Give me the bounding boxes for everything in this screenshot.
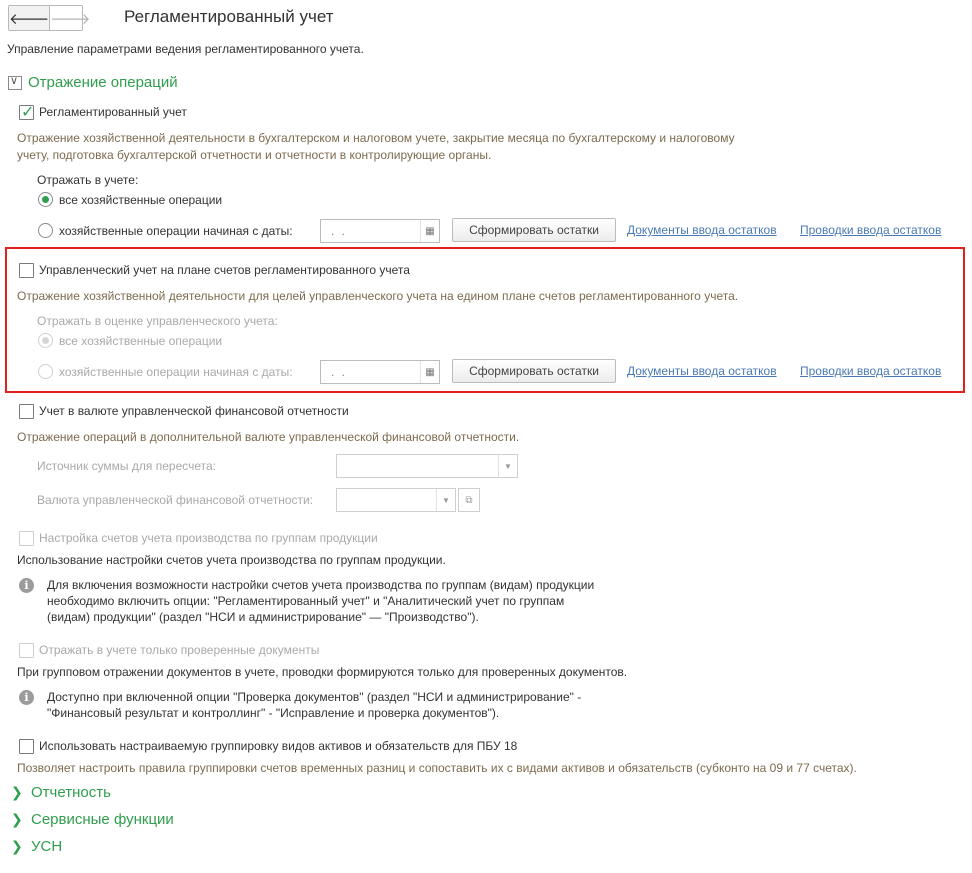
- balance-docs-link[interactable]: Документы ввода остатков: [627, 223, 777, 237]
- mgmt-balance-entries-link[interactable]: Проводки ввода остатков: [800, 364, 942, 378]
- mgmt-reflect-label: Отражать в оценке управленческого учета:: [37, 314, 278, 328]
- mgmt-radio-all-label[interactable]: все хозяйственные операции: [59, 334, 223, 348]
- source-label: Источник суммы для пересчета:: [37, 459, 217, 473]
- production-checkbox[interactable]: [19, 531, 34, 546]
- mgmt-radio-from-date-label[interactable]: хозяйственные операции начиная с даты:: [59, 365, 293, 379]
- open-icon[interactable]: ⧉: [458, 488, 480, 512]
- pbu18-label[interactable]: Использовать настраиваемую группировку видов активов и обязательств для ПБУ 18: [39, 739, 518, 753]
- verified-docs-note: При групповом отражении документов в учете, проводки формируются только для проверенных документов.: [17, 665, 628, 679]
- group-usn-header[interactable]: [11, 838, 62, 855]
- reg-accounting-checkbox[interactable]: [19, 105, 34, 120]
- radio-dot: [42, 337, 49, 344]
- verified-docs-info: [47, 689, 581, 721]
- radio-from-date[interactable]: [38, 223, 53, 238]
- currency-select-label: Валюта управленческой финансовой отчетности:: [37, 493, 314, 507]
- calendar-icon[interactable]: ▦: [420, 361, 439, 383]
- chevron-down-icon: ∨: [10, 74, 19, 87]
- source-select[interactable]: [336, 454, 518, 478]
- dropdown-arrow-icon[interactable]: ▼: [498, 455, 517, 477]
- group-service-title: Сервисные функции: [31, 811, 174, 828]
- verified-docs-info-line2: "Финансовый результат и контроллинг" - "Исправление и проверка документов").: [47, 706, 500, 720]
- group-reporting-header[interactable]: [11, 784, 111, 801]
- reflect-label: Отражать в учете:: [37, 173, 139, 187]
- arrow-left-icon: 🡐: [9, 10, 50, 28]
- verified-docs-checkbox[interactable]: [19, 643, 34, 658]
- production-info: [47, 577, 594, 625]
- dropdown-arrow-icon[interactable]: ▼: [436, 489, 455, 511]
- mgmt-accounting-label[interactable]: Управленческий учет на плане счетов регламентированного учета: [39, 263, 410, 277]
- info-icon: i: [19, 690, 34, 705]
- collapse-toggle[interactable]: [8, 76, 22, 90]
- mgmt-form-balances-button[interactable]: Сформировать остатки: [452, 359, 616, 383]
- production-info-line1: Для включения возможности настройки счетов учета производства по группам (видам) продукции: [47, 578, 595, 592]
- reg-accounting-label[interactable]: Регламентированный учет: [39, 105, 187, 119]
- arrow-right-icon: 🡒: [50, 10, 91, 28]
- pbu18-note: Позволяет настроить правила группировки счетов временных разниц и сопоставить их с видами активов и обязательств (субконто на 09 и 77 счетах).: [17, 761, 857, 775]
- form-balances-button[interactable]: Сформировать остатки: [452, 218, 616, 242]
- mgmt-balance-docs-link[interactable]: Документы ввода остатков: [627, 364, 777, 378]
- mgmt-start-date-input[interactable]: [320, 360, 440, 384]
- page-description: Управление параметрами ведения регламентированного учета.: [7, 42, 364, 56]
- navigation-buttons: [8, 5, 91, 31]
- chevron-right-icon: ❯: [11, 784, 23, 800]
- pbu18-checkbox[interactable]: [19, 739, 34, 754]
- start-date-value: . .: [331, 224, 348, 238]
- back-button[interactable]: [9, 6, 50, 30]
- radio-from-date-label[interactable]: хозяйственные операции начиная с даты:: [59, 224, 293, 238]
- currency-label[interactable]: Учет в валюте управленческой финансовой отчетности: [39, 404, 349, 418]
- group-reporting-title: Отчетность: [31, 784, 111, 801]
- forward-button[interactable]: [50, 6, 90, 30]
- group-usn-title: УСН: [31, 838, 63, 855]
- mgmt-start-date-value: . .: [331, 365, 348, 379]
- production-info-line3: (видам) продукции" (раздел "НСИ и администрирование" — "Производство").: [47, 610, 479, 624]
- production-label[interactable]: Настройка счетов учета производства по группам продукции: [39, 531, 378, 545]
- reg-accounting-note: [17, 130, 735, 164]
- verified-docs-label[interactable]: Отражать в учете только проверенные документы: [39, 643, 320, 657]
- page-title: Регламентированный учет: [124, 7, 334, 26]
- radio-all-operations[interactable]: [38, 192, 53, 207]
- mgmt-accounting-checkbox[interactable]: [19, 263, 34, 278]
- reg-accounting-note-line2: учету, подготовка бухгалтерской отчетности и отчетности в контролирующие органы.: [17, 148, 492, 162]
- mgmt-radio-from-date[interactable]: [38, 364, 53, 379]
- mgmt-radio-all-operations[interactable]: [38, 333, 53, 348]
- radio-all-operations-label[interactable]: все хозяйственные операции: [59, 193, 223, 207]
- chevron-right-icon: ❯: [11, 838, 23, 854]
- group-service-header[interactable]: [11, 811, 174, 828]
- chevron-right-icon: ❯: [11, 811, 23, 827]
- currency-checkbox[interactable]: [19, 404, 34, 419]
- reg-accounting-note-line1: Отражение хозяйственной деятельности в бухгалтерском и налоговом учете, закрытие месяца по бухгалтерскому и налоговому: [17, 131, 735, 145]
- checkmark-icon: ✓: [21, 104, 35, 121]
- balance-entries-link[interactable]: Проводки ввода остатков: [800, 223, 942, 237]
- group-operations-title: Отражение операций: [28, 74, 178, 91]
- calendar-icon[interactable]: ▦: [420, 220, 439, 242]
- mgmt-accounting-note: Отражение хозяйственной деятельности для целей управленческого учета на едином плане счетов регламентированного учета.: [17, 289, 739, 303]
- currency-note: Отражение операций в дополнительной валюте управленческой финансовой отчетности.: [17, 430, 520, 444]
- currency-select[interactable]: [336, 488, 456, 512]
- group-operations-header[interactable]: [8, 74, 178, 91]
- verified-docs-info-line1: Доступно при включенной опции "Проверка документов" (раздел "НСИ и администрирование" -: [47, 690, 582, 704]
- production-info-line2: необходимо включить опции: "Регламентированный учет" и "Аналитический учет по группам: [47, 594, 565, 608]
- radio-dot: [42, 196, 49, 203]
- production-note: Использование настройки счетов учета производства по группам продукции.: [17, 553, 446, 567]
- start-date-input[interactable]: [320, 219, 440, 243]
- info-icon: i: [19, 578, 34, 593]
